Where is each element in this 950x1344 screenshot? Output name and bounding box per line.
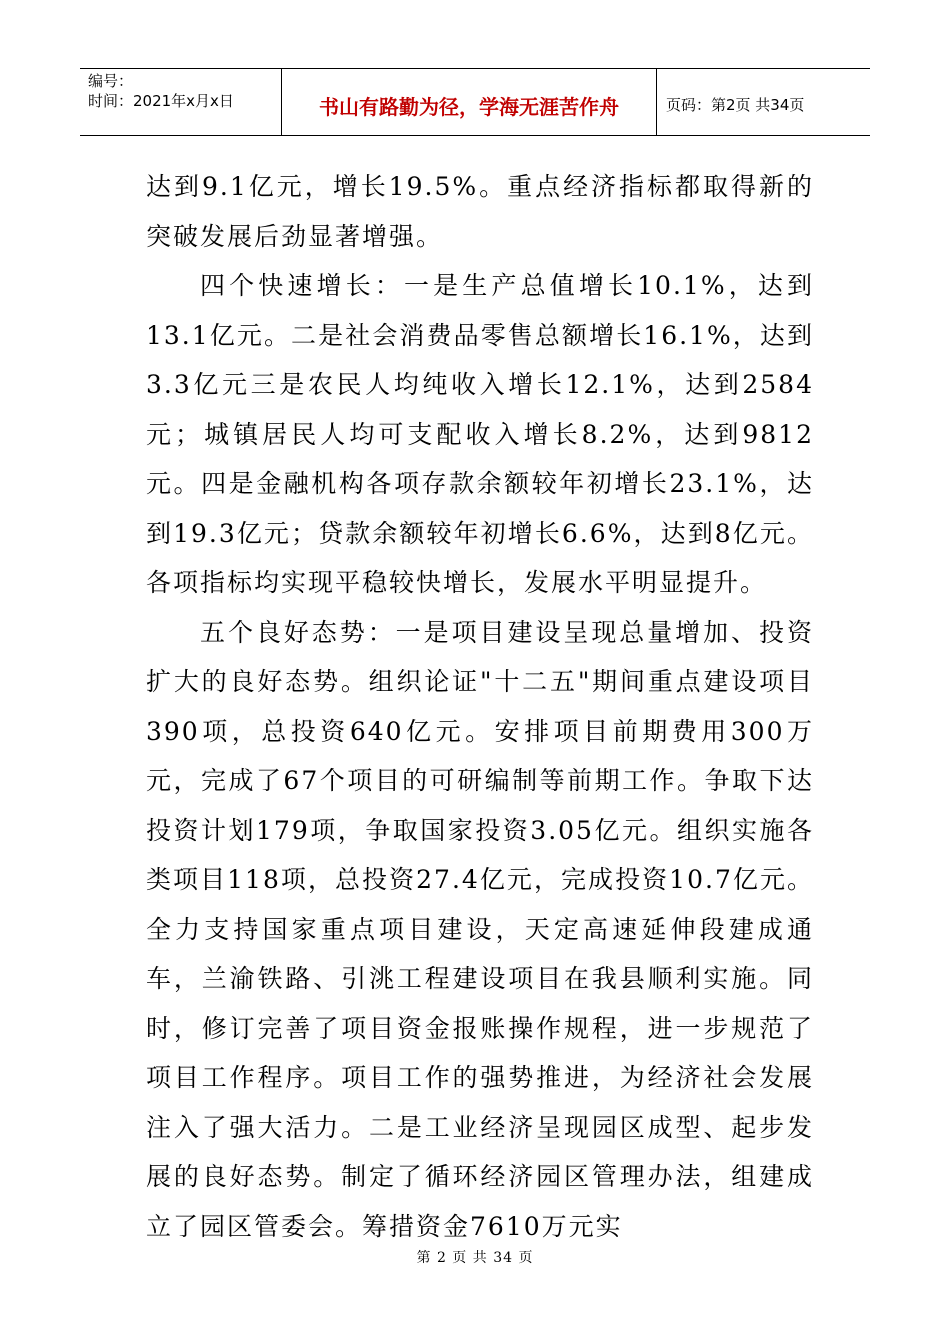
document-body bbox=[146, 162, 814, 1251]
page-footer: 第 2 页 共 34 页 bbox=[416, 1250, 534, 1266]
document-time-label: 时间：2021年x月x日 bbox=[88, 92, 234, 110]
paragraph: 五个良好态势：一是项目建设呈现总量增加、投资扩大的良好态势。组织论证"十二五"期间重点建设项目390项，总投资640亿元。安排项目前期费用300万元，完成了67个项目的可研编制等前期工作。争取下达投资计划179项，争取国家投资3.05亿元。组织实施各类项目118项，总投资27.4亿元，完成投资10.7亿元。全力支持国家重点项目建设，天定高速延伸段建成通车，兰渝铁路、引洮工程建设项目在我县顺利实施。同时，修订完善了项目资金报账操作规程，进一步规范了项目工作程序。项目工作的强势推进，为经济社会发展注入了强大活力。二是工业经济呈现园区成型、起步发展的良好态势。制定了循环经济园区管理办法，组建成立了园区管委会。筹措资金7610万元实 bbox=[146, 617, 814, 1241]
header-divider bbox=[656, 69, 657, 135]
header-meta bbox=[88, 71, 234, 111]
header-motto: 书山有路勤为径，学海无涯苦作舟 bbox=[319, 94, 619, 119]
paragraph: 四个快速增长：一是生产总值增长10.1%，达到13.1亿元。二是社会消费品零售总额增长16.1%，达到3.3亿元三是农民人均纯收入增长12.1%，达到2584元；城镇居民人均可支配收入增长8.2%，达到9812元。四是金融机构各项存款余额较年初增长23.1%，达到19.3亿元；贷款余额较年初增长6.6%，达到8亿元。各项指标均实现平稳较快增长，发展水平明显提升。 bbox=[146, 271, 814, 597]
document-number-label: 编号： bbox=[88, 72, 134, 90]
paragraph: 达到9.1亿元，增长19.5%。重点经济指标都取得新的突破发展后劲显著增强。 bbox=[146, 172, 814, 251]
header-page-info: 页码：第2页 共34页 bbox=[666, 95, 805, 114]
page-header bbox=[80, 68, 870, 136]
